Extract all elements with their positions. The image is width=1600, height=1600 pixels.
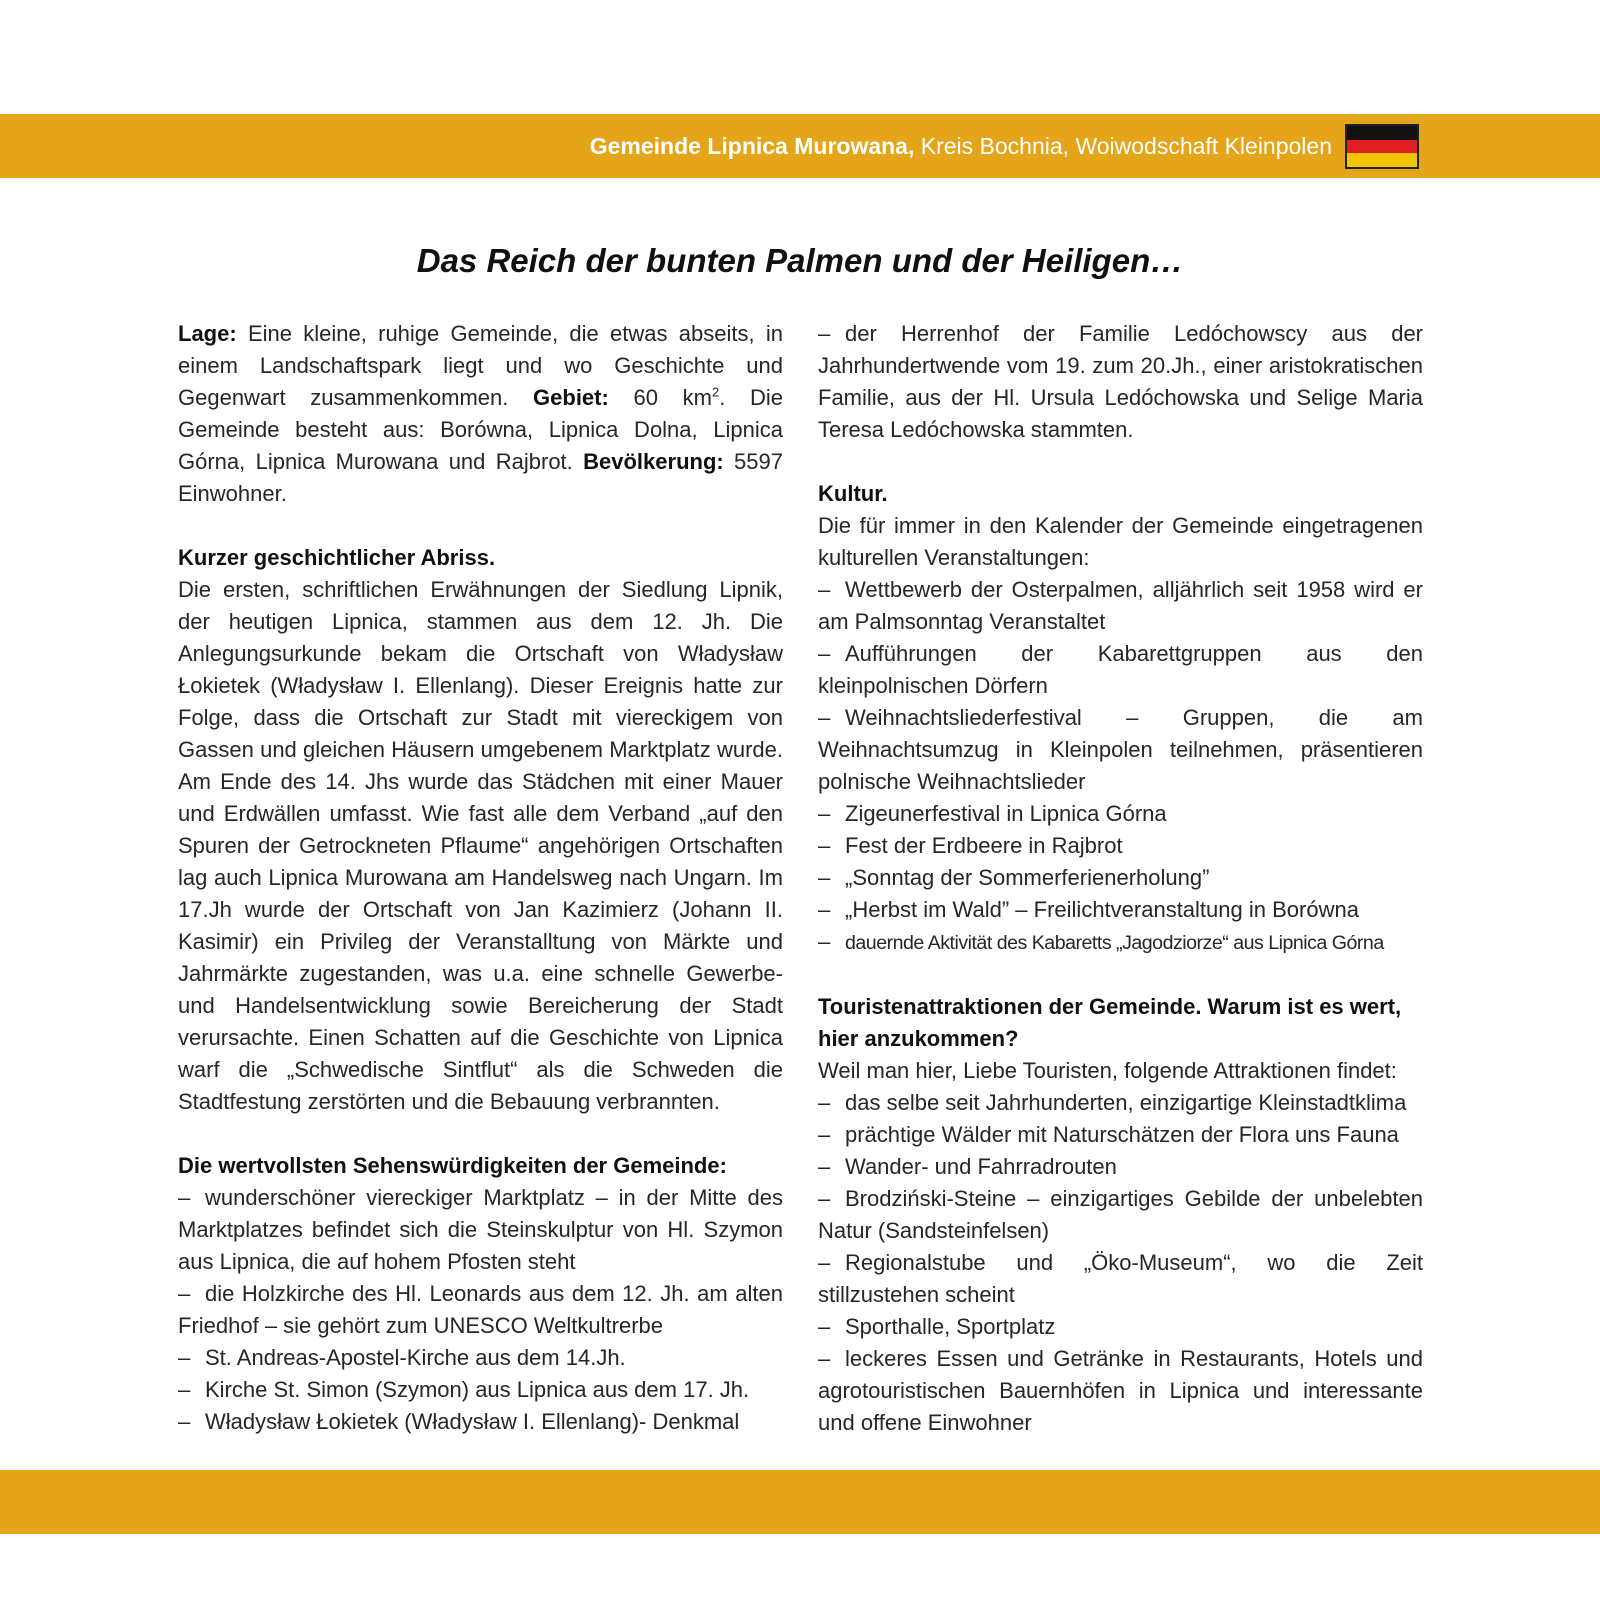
list-item xyxy=(818,894,1423,926)
list-item xyxy=(818,638,1423,702)
dash: – xyxy=(818,801,831,826)
flag-stripe-gold xyxy=(1347,153,1417,167)
spacer xyxy=(818,446,1423,478)
right-column xyxy=(818,318,1423,1439)
dash: – xyxy=(818,1314,831,1339)
list-item xyxy=(178,1278,783,1342)
list-item-text: die Holzkirche des Hl. Leonards aus dem 12. Jh. am alten Friedhof – sie gehört zum UNESCO Weltkultrerbe xyxy=(178,1281,783,1338)
dash: – xyxy=(818,705,831,730)
list-item-text: Wettbewerb der Osterpalmen, alljährlich seit 1958 wird er am Palmsonntag Veranstaltet xyxy=(818,577,1423,634)
gebiet-label: Gebiet: xyxy=(533,385,609,410)
dash: – xyxy=(818,1346,831,1371)
german-flag-icon xyxy=(1345,124,1419,169)
history-paragraph: Die ersten, schriftlichen Erwähnungen der Siedlung Lipnik, der heutigen Lipnica, stammen aus dem 12. Jh. Die Anlegungsurkunde bekam die Ortschaft von Władysław Łokietek (Władysław I. Ellenlang). Dieser Ereignis hatte zur Folge, dass die Ortschaft zur Stadt mit viereckigem von Gassen und gleichen Häusern umgebenem Marktplatz wurde. Am Ende des 14. Jhs wurde das Städchen mit einer Mauer und Erdwällen umfasst. Wie fast alle dem Verband „auf den Spuren der Getrockneten Pflaume“ angehörigen Ortschaften lag auch Lipnica Murowana am Handelsweg nach Ungarn. Im 17.Jh wurde der Ortschaft von Jan Kazimierz (Johann II. Kasimir) ein Privileg der Veranstalltung von Märkte und Jahrmärkte zugestanden, was u.a. eine schnelle Gewerbe- und Handelsentwicklung sowie Bereicherung der Stadt verursachte. Einen Schatten auf die Geschichte von Lipnica warf die „Schwedische Sintflut“ als die Schweden die Stadtfestung zerstörten und die Bebauung verbrannten. xyxy=(178,577,783,1114)
flag-stripe-red xyxy=(1347,140,1417,154)
header-location xyxy=(590,128,1332,164)
dash: – xyxy=(818,929,831,954)
list-item xyxy=(178,1406,783,1438)
dash: – xyxy=(818,1090,831,1115)
list-item-text: Władysław Łokietek (Władysław I. Ellenlang)- Denkmal xyxy=(205,1409,740,1434)
dash: – xyxy=(818,865,831,890)
list-item-text: dauernde Aktivität des Kabaretts „Jagodziorze“ aus Lipnica Górna xyxy=(845,932,1384,954)
dash: – xyxy=(178,1281,191,1306)
dash: – xyxy=(818,1122,831,1147)
tourism-list xyxy=(818,1087,1423,1439)
left-column xyxy=(178,318,783,1438)
culture-intro: Die für immer in den Kalender der Gemeinde eingetragenen kulturellen Veranstaltungen: xyxy=(818,513,1423,570)
list-item-text: St. Andreas-Apostel-Kirche aus dem 14.Jh. xyxy=(205,1345,626,1370)
list-item-text: das selbe seit Jahrhunderten, einzigartige Kleinstadtklima xyxy=(845,1090,1407,1115)
list-item xyxy=(178,1374,783,1406)
gebiet-after: . Die Gemeinde besteht aus: Borówna, Lipnica Dolna, Lipnica Górna, Lipnica Murowana und Rajbrot. xyxy=(178,385,783,474)
list-item-text: „Herbst im Wald” – Freilichtveranstaltung in Borówna xyxy=(845,897,1359,922)
culture-heading: Kultur. xyxy=(818,481,888,506)
list-item xyxy=(818,1247,1423,1311)
list-item-text: Weihnachtsliederfestival – Gruppen, die am Weihnachtsumzug in Kleinpolen teilnehmen, präsentieren polnische Weihnachtslieder xyxy=(818,705,1423,794)
dash: – xyxy=(818,897,831,922)
list-item xyxy=(818,1151,1423,1183)
list-item-text: wunderschöner viereckiger Marktplatz – in der Mitte des Marktplatzes befindet sich die Steinskulptur von Hl. Szymon aus Lipnica, die auf hohem Pfosten steht xyxy=(178,1185,783,1274)
tourism-heading: Touristenattraktionen der Gemeinde. Warum ist es wert, hier anzukommen? xyxy=(818,994,1402,1051)
sights-list xyxy=(178,1182,783,1438)
page-title: Das Reich der bunten Palmen und der Heiligen… xyxy=(416,242,1184,279)
municipality-name: Gemeinde Lipnica Murowana, xyxy=(589,133,915,159)
tourism-intro: Weil man hier, Liebe Touristen, folgende Attraktionen findet: xyxy=(818,1058,1397,1083)
list-item xyxy=(818,830,1423,862)
list-item-text: „Sonntag der Sommerferienerholung” xyxy=(845,865,1210,890)
list-item xyxy=(818,702,1423,798)
list-item xyxy=(178,1342,783,1374)
list-item-text: Sporthalle, Sportplatz xyxy=(845,1314,1056,1339)
gebiet-value: 60 km xyxy=(608,385,712,410)
list-item xyxy=(818,1119,1423,1151)
bevoelkerung-value: 5597 Einwohner. xyxy=(178,449,783,506)
list-item xyxy=(818,1343,1423,1439)
dash: – xyxy=(178,1377,191,1402)
dash: – xyxy=(818,833,831,858)
list-item-text: Kirche St. Simon (Szymon) aus Lipnica aus dem 17. Jh. xyxy=(205,1377,750,1402)
list-item-text: leckeres Essen und Getränke in Restaurants, Hotels und agrotouristischen Bauernhöfen in Lipnica und interessante und offene Einwohner xyxy=(818,1346,1423,1435)
flag-stripe-black xyxy=(1347,126,1417,140)
spacer xyxy=(178,510,783,542)
list-item-text: Brodziński-Steine – einzigartiges Gebilde der unbelebten Natur (Sandsteinfelsen) xyxy=(818,1186,1423,1243)
list-item xyxy=(818,1183,1423,1247)
list-item xyxy=(178,1182,783,1278)
intro-paragraph xyxy=(178,318,783,510)
bevoelkerung-label: Bevölkerung: xyxy=(583,449,724,474)
dash: – xyxy=(818,1154,831,1179)
list-item xyxy=(818,1087,1423,1119)
dash: – xyxy=(178,1185,191,1210)
list-item-text: prächtige Wälder mit Naturschätzen der Flora uns Fauna xyxy=(845,1122,1399,1147)
dash: – xyxy=(818,1250,831,1275)
dash: – xyxy=(178,1409,191,1434)
list-item xyxy=(818,926,1423,959)
history-heading: Kurzer geschichtlicher Abriss. xyxy=(178,545,496,570)
list-item xyxy=(818,862,1423,894)
spacer xyxy=(818,959,1423,991)
sights-list-continued xyxy=(818,318,1423,446)
list-item-text: Regionalstube und „Öko-Museum“, wo die Zeit stillzustehen scheint xyxy=(818,1250,1423,1307)
list-item-text: der Herrenhof der Familie Ledóchowscy aus der Jahrhundertwende vom 19. zum 20.Jh., einer aristokratischen Familie, aus der Hl. Ursula Ledóchowska und Selige Maria Teresa Ledóchowska stammten. xyxy=(818,321,1423,442)
gebiet-superscript: 2 xyxy=(711,384,720,400)
list-item xyxy=(818,798,1423,830)
list-item xyxy=(818,574,1423,638)
spacer xyxy=(178,1118,783,1150)
footer-band xyxy=(0,1470,1600,1534)
list-item-text: Wander- und Fahrradrouten xyxy=(845,1154,1117,1179)
sights-heading: Die wertvollsten Sehenswürdigkeiten der Gemeinde: xyxy=(178,1153,727,1178)
dash: – xyxy=(818,1186,831,1211)
culture-list xyxy=(818,574,1423,959)
list-item xyxy=(818,318,1423,446)
list-item xyxy=(818,1311,1423,1343)
region-name: Kreis Bochnia, Woiwodschaft Kleinpolen xyxy=(920,133,1332,159)
dash: – xyxy=(818,321,831,346)
list-item-text: Aufführungen der Kabarettgruppen aus den kleinpolnischen Dörfern xyxy=(818,641,1423,698)
list-item-text: Zigeunerfestival in Lipnica Górna xyxy=(845,801,1167,826)
list-item-text: Fest der Erdbeere in Rajbrot xyxy=(845,833,1123,858)
lage-label: Lage: xyxy=(178,321,237,346)
dash: – xyxy=(818,577,831,602)
dash: – xyxy=(178,1345,191,1370)
dash: – xyxy=(818,641,831,666)
lage-text: Eine kleine, ruhige Gemeinde, die etwas abseits, in einem Landschaftspark liegt und wo Geschichte und Gegenwart zusammenkommen. xyxy=(178,321,783,410)
